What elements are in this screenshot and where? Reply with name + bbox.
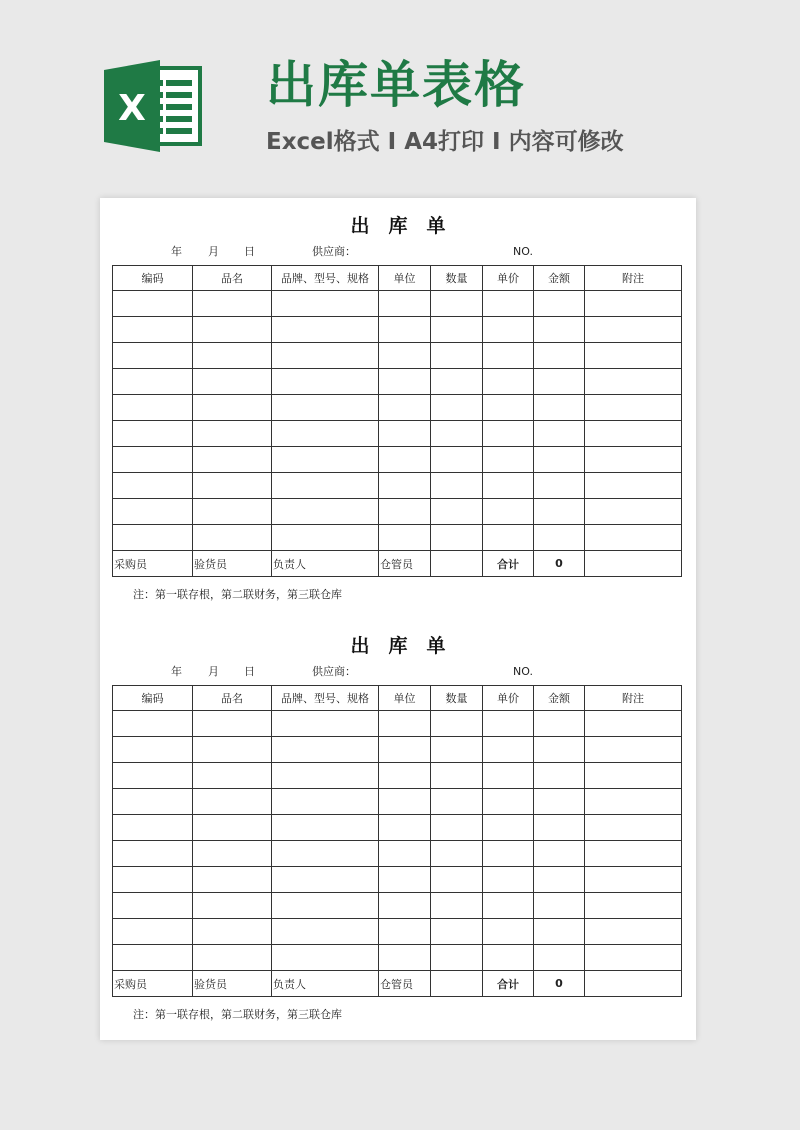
table-cell[interactable]	[113, 525, 193, 551]
total-label: 合计	[483, 551, 534, 577]
table-cell[interactable]	[193, 395, 272, 421]
table-row[interactable]	[113, 421, 682, 447]
total-value: 0	[534, 551, 585, 577]
table-row[interactable]	[113, 369, 682, 395]
table-cell[interactable]	[585, 499, 682, 525]
table-cell[interactable]	[113, 945, 193, 971]
table-cell[interactable]	[379, 317, 431, 343]
table-cell[interactable]	[272, 473, 379, 499]
col-header: 编码	[113, 266, 193, 291]
table-cell[interactable]	[534, 473, 585, 499]
table-cell[interactable]	[272, 789, 379, 815]
table-cell[interactable]	[483, 815, 534, 841]
col-header: 金额	[534, 266, 585, 291]
table-row[interactable]	[113, 447, 682, 473]
table-cell[interactable]	[193, 317, 272, 343]
table-cell[interactable]	[113, 815, 193, 841]
table-cell[interactable]	[379, 499, 431, 525]
table-cell[interactable]	[483, 737, 534, 763]
table-cell[interactable]	[379, 525, 431, 551]
table-cell[interactable]	[272, 737, 379, 763]
form-note: 注：第一联存根，第二联财务，第三联仓库	[133, 1008, 342, 1021]
col-header: 单价	[483, 266, 534, 291]
supplier-label: 供应商：	[312, 665, 356, 678]
table-cell[interactable]	[193, 841, 272, 867]
table-cell[interactable]	[193, 919, 272, 945]
table-cell[interactable]	[193, 343, 272, 369]
no-label: NO.	[513, 665, 533, 678]
supplier-label: 供应商：	[312, 245, 356, 258]
col-header: 单价	[483, 686, 534, 711]
table-cell[interactable]	[193, 369, 272, 395]
date-year-label: 年	[171, 665, 182, 678]
form-title: 出 库 单	[350, 635, 446, 657]
table-cell[interactable]	[113, 763, 193, 789]
table-cell[interactable]	[379, 763, 431, 789]
table-cell[interactable]	[585, 815, 682, 841]
table-cell[interactable]	[272, 369, 379, 395]
table-cell[interactable]	[193, 421, 272, 447]
table-cell[interactable]	[113, 369, 193, 395]
table-cell[interactable]	[193, 499, 272, 525]
table-cell[interactable]	[483, 711, 534, 737]
table-header-row	[113, 266, 682, 291]
items-table	[112, 685, 682, 997]
table-row[interactable]	[113, 473, 682, 499]
table-cell[interactable]	[483, 447, 534, 473]
table-cell[interactable]	[483, 789, 534, 815]
table-row[interactable]	[113, 919, 682, 945]
table-cell[interactable]	[585, 291, 682, 317]
total-value: 0	[534, 971, 585, 997]
table-cell[interactable]	[431, 789, 483, 815]
table-row[interactable]	[113, 945, 682, 971]
table-cell[interactable]	[431, 711, 483, 737]
col-header: 附注	[585, 266, 682, 291]
table-cell[interactable]	[483, 317, 534, 343]
table-cell[interactable]	[585, 421, 682, 447]
table-cell[interactable]	[113, 711, 193, 737]
table-cell[interactable]	[431, 395, 483, 421]
table-row[interactable]	[113, 343, 682, 369]
table-row[interactable]	[113, 291, 682, 317]
table-cell[interactable]	[379, 737, 431, 763]
table-row[interactable]	[113, 737, 682, 763]
table-cell[interactable]	[431, 893, 483, 919]
table-cell[interactable]	[585, 343, 682, 369]
col-header: 单位	[379, 266, 431, 291]
table-cell[interactable]	[193, 711, 272, 737]
table-cell[interactable]	[431, 919, 483, 945]
table-cell[interactable]	[534, 525, 585, 551]
table-cell[interactable]	[585, 395, 682, 421]
delivery-form	[100, 618, 696, 1028]
table-cell[interactable]	[585, 789, 682, 815]
table-cell[interactable]	[483, 369, 534, 395]
table-cell[interactable]	[534, 919, 585, 945]
table-cell[interactable]	[113, 447, 193, 473]
table-cell[interactable]	[431, 291, 483, 317]
table-cell[interactable]	[431, 867, 483, 893]
no-label: NO.	[513, 245, 533, 258]
buyer-label: 采购员	[113, 551, 193, 577]
col-header: 品名	[193, 686, 272, 711]
table-cell[interactable]	[379, 919, 431, 945]
table-cell[interactable]	[585, 867, 682, 893]
table-footer-row	[113, 971, 682, 997]
table-cell[interactable]	[193, 525, 272, 551]
table-cell[interactable]	[431, 971, 483, 997]
table-cell[interactable]	[534, 763, 585, 789]
table-cell[interactable]	[272, 317, 379, 343]
table-cell[interactable]	[379, 447, 431, 473]
col-header: 单位	[379, 686, 431, 711]
banner-title: 出库单表格	[266, 56, 526, 114]
delivery-form	[100, 198, 696, 608]
table-cell[interactable]	[431, 815, 483, 841]
table-row[interactable]	[113, 763, 682, 789]
table-cell[interactable]	[272, 763, 379, 789]
table-cell[interactable]	[585, 447, 682, 473]
table-row[interactable]	[113, 893, 682, 919]
table-cell[interactable]	[272, 291, 379, 317]
table-cell[interactable]	[585, 369, 682, 395]
table-cell[interactable]	[379, 291, 431, 317]
date-month-label: 月	[208, 665, 219, 678]
table-cell[interactable]	[379, 945, 431, 971]
table-cell[interactable]	[113, 395, 193, 421]
table-cell[interactable]	[272, 447, 379, 473]
table-cell[interactable]	[193, 893, 272, 919]
date-month-label: 月	[208, 245, 219, 258]
table-cell[interactable]	[431, 945, 483, 971]
table-cell[interactable]	[272, 395, 379, 421]
col-header: 品名	[193, 266, 272, 291]
table-cell[interactable]	[431, 551, 483, 577]
table-cell[interactable]	[272, 841, 379, 867]
table-cell[interactable]	[431, 499, 483, 525]
excel-logo-icon	[104, 60, 204, 152]
table-row[interactable]	[113, 841, 682, 867]
table-cell[interactable]	[585, 737, 682, 763]
table-cell[interactable]	[113, 867, 193, 893]
table-cell[interactable]	[483, 291, 534, 317]
table-cell[interactable]	[534, 945, 585, 971]
table-cell[interactable]	[483, 763, 534, 789]
table-cell[interactable]	[113, 291, 193, 317]
total-label: 合计	[483, 971, 534, 997]
table-cell[interactable]	[534, 421, 585, 447]
banner-subtitle: Excel格式 I A4打印 I 内容可修改	[266, 129, 624, 155]
table-cell[interactable]	[534, 841, 585, 867]
table-cell[interactable]	[193, 945, 272, 971]
table-cell[interactable]	[431, 763, 483, 789]
table-cell[interactable]	[483, 945, 534, 971]
table-row[interactable]	[113, 395, 682, 421]
table-cell[interactable]	[534, 737, 585, 763]
table-cell[interactable]	[585, 919, 682, 945]
table-cell[interactable]	[585, 893, 682, 919]
table-row[interactable]	[113, 499, 682, 525]
table-cell[interactable]	[272, 815, 379, 841]
table-cell[interactable]	[113, 473, 193, 499]
table-cell[interactable]	[193, 291, 272, 317]
date-year-label: 年	[171, 245, 182, 258]
table-cell[interactable]	[483, 893, 534, 919]
table-cell[interactable]	[585, 525, 682, 551]
table-cell[interactable]	[431, 473, 483, 499]
col-header: 品牌、型号、规格	[272, 686, 379, 711]
table-cell[interactable]	[379, 815, 431, 841]
table-cell[interactable]	[585, 551, 682, 577]
keeper-label: 仓管员	[379, 971, 431, 997]
table-row[interactable]	[113, 867, 682, 893]
table-cell[interactable]	[585, 711, 682, 737]
table-cell[interactable]	[483, 473, 534, 499]
table-cell[interactable]	[534, 711, 585, 737]
table-cell[interactable]	[113, 919, 193, 945]
table-row[interactable]	[113, 317, 682, 343]
logo-letter: X	[118, 88, 146, 129]
table-cell[interactable]	[585, 841, 682, 867]
table-cell[interactable]	[585, 945, 682, 971]
table-cell[interactable]	[193, 763, 272, 789]
table-cell[interactable]	[379, 421, 431, 447]
table-cell[interactable]	[483, 499, 534, 525]
col-header: 数量	[431, 686, 483, 711]
table-cell[interactable]	[483, 395, 534, 421]
table-cell[interactable]	[272, 867, 379, 893]
table-cell[interactable]	[483, 343, 534, 369]
table-cell[interactable]	[272, 919, 379, 945]
table-cell[interactable]	[534, 893, 585, 919]
table-cell[interactable]	[483, 841, 534, 867]
table-cell[interactable]	[193, 867, 272, 893]
table-cell[interactable]	[379, 369, 431, 395]
table-cell[interactable]	[379, 343, 431, 369]
table-cell[interactable]	[431, 737, 483, 763]
form-title: 出 库 单	[350, 215, 446, 237]
table-cell[interactable]	[379, 395, 431, 421]
table-cell[interactable]	[379, 841, 431, 867]
table-cell[interactable]	[431, 421, 483, 447]
table-cell[interactable]	[585, 473, 682, 499]
table-row[interactable]	[113, 815, 682, 841]
table-cell[interactable]	[431, 447, 483, 473]
table-cell[interactable]	[113, 893, 193, 919]
table-cell[interactable]	[193, 789, 272, 815]
table-cell[interactable]	[534, 369, 585, 395]
table-cell[interactable]	[113, 737, 193, 763]
table-cell[interactable]	[113, 421, 193, 447]
table-cell[interactable]	[483, 867, 534, 893]
inspector-label: 验货员	[193, 971, 272, 997]
table-header-row	[113, 686, 682, 711]
table-cell[interactable]	[193, 447, 272, 473]
table-cell[interactable]	[534, 291, 585, 317]
table-cell[interactable]	[534, 317, 585, 343]
table-cell[interactable]	[193, 473, 272, 499]
table-cell[interactable]	[431, 317, 483, 343]
table-row[interactable]	[113, 789, 682, 815]
table-cell[interactable]	[534, 395, 585, 421]
table-cell[interactable]	[272, 945, 379, 971]
table-cell[interactable]	[431, 525, 483, 551]
table-cell[interactable]	[272, 499, 379, 525]
col-header: 品牌、型号、规格	[272, 266, 379, 291]
date-day-label: 日	[244, 245, 255, 258]
table-cell[interactable]	[585, 317, 682, 343]
table-cell[interactable]	[379, 473, 431, 499]
table-cell[interactable]	[431, 343, 483, 369]
table-cell[interactable]	[431, 841, 483, 867]
table-cell[interactable]	[379, 789, 431, 815]
table-cell[interactable]	[272, 421, 379, 447]
table-cell[interactable]	[272, 525, 379, 551]
col-header: 金额	[534, 686, 585, 711]
table-cell[interactable]	[585, 971, 682, 997]
table-row[interactable]	[113, 711, 682, 737]
col-header: 编码	[113, 686, 193, 711]
table-cell[interactable]	[193, 815, 272, 841]
table-cell[interactable]	[534, 343, 585, 369]
table-cell[interactable]	[379, 893, 431, 919]
table-row[interactable]	[113, 525, 682, 551]
table-cell[interactable]	[534, 499, 585, 525]
table-cell[interactable]	[113, 317, 193, 343]
table-cell[interactable]	[272, 711, 379, 737]
table-cell[interactable]	[585, 763, 682, 789]
table-cell[interactable]	[113, 789, 193, 815]
table-cell[interactable]	[113, 343, 193, 369]
items-table	[112, 265, 682, 577]
table-footer-row	[113, 551, 682, 577]
table-cell[interactable]	[193, 737, 272, 763]
table-cell[interactable]	[113, 499, 193, 525]
table-cell[interactable]	[534, 789, 585, 815]
date-day-label: 日	[244, 665, 255, 678]
col-header: 附注	[585, 686, 682, 711]
table-cell[interactable]	[483, 919, 534, 945]
buyer-label: 采购员	[113, 971, 193, 997]
table-cell[interactable]	[534, 447, 585, 473]
form-note: 注：第一联存根，第二联财务，第三联仓库	[133, 588, 342, 601]
table-cell[interactable]	[272, 343, 379, 369]
manager-label: 负责人	[272, 971, 379, 997]
table-cell[interactable]	[272, 893, 379, 919]
table-cell[interactable]	[431, 369, 483, 395]
keeper-label: 仓管员	[379, 551, 431, 577]
table-cell[interactable]	[483, 421, 534, 447]
manager-label: 负责人	[272, 551, 379, 577]
inspector-label: 验货员	[193, 551, 272, 577]
table-cell[interactable]	[113, 841, 193, 867]
table-cell[interactable]	[483, 525, 534, 551]
table-cell[interactable]	[534, 815, 585, 841]
document-sheet	[100, 198, 696, 1040]
table-cell[interactable]	[534, 867, 585, 893]
table-cell[interactable]	[379, 867, 431, 893]
col-header: 数量	[431, 266, 483, 291]
table-cell[interactable]	[379, 711, 431, 737]
